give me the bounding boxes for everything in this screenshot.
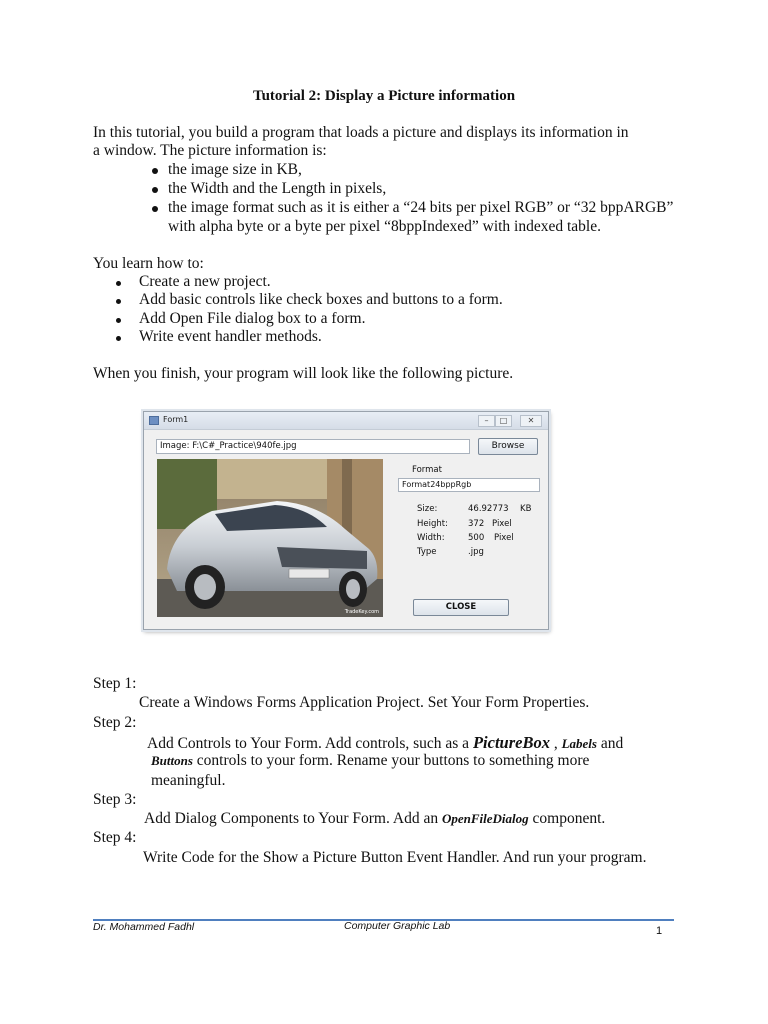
bullet-icon xyxy=(116,336,121,341)
window-icon xyxy=(149,416,159,425)
type-label: Type xyxy=(417,547,437,557)
car-image xyxy=(157,459,383,617)
openfiledialog-term: OpenFileDialog xyxy=(441,811,529,826)
list-item xyxy=(116,328,716,347)
list-item-text: the Width and the Length in pixels, xyxy=(168,180,387,197)
bullet-icon xyxy=(116,318,121,323)
height-label: Height: xyxy=(417,519,448,529)
step-2-label: Step 2: xyxy=(93,714,137,731)
step-3-label: Step 3: xyxy=(93,791,137,808)
form-screenshot xyxy=(143,411,549,630)
width-unit: Pixel xyxy=(494,533,514,543)
title-bar xyxy=(144,412,548,430)
width-label: Width: xyxy=(417,533,445,543)
list-item-text: the image format such as it is either a “24 bits per pixel RGB” or “32 bppARGB” xyxy=(168,199,674,216)
step-3-text xyxy=(144,810,605,828)
width-value: 500 xyxy=(468,533,485,543)
height-unit: Pixel xyxy=(492,519,512,529)
bullet-icon xyxy=(152,187,158,193)
list-item xyxy=(152,199,762,218)
step-4-label: Step 4: xyxy=(93,829,137,846)
image-label: Image: xyxy=(160,441,190,451)
step-2-and: and xyxy=(596,735,624,752)
intro-line-1: In this tutorial, you build a program that loads a picture and displays its information in xyxy=(93,124,629,141)
page-number: 1 xyxy=(656,925,663,937)
minimize-icon[interactable]: – xyxy=(478,415,495,427)
list-item-continuation: with alpha byte or a byte per pixel “8bppIndexed” with indexed table. xyxy=(168,218,601,235)
labels-term: Labels xyxy=(561,736,597,751)
finish-text: When you finish, your program will look like the following picture. xyxy=(93,365,514,382)
step-1-text: Create a Windows Forms Application Project. Set Your Form Properties. xyxy=(139,694,590,711)
format-field[interactable]: Format24bppRgb xyxy=(398,478,540,492)
close-icon[interactable]: ✕ xyxy=(520,415,542,427)
size-value: 46.92773 xyxy=(468,504,509,514)
step-4-text: Write Code for the Show a Picture Button Event Handler. And run your program. xyxy=(143,849,647,866)
watermark: TradeKey.com xyxy=(344,609,379,615)
footer-course: Computer Graphic Lab xyxy=(344,920,451,932)
list-item-text: Write event handler methods. xyxy=(139,328,322,345)
window-title: Form1 xyxy=(163,415,189,424)
size-label: Size: xyxy=(417,504,438,514)
height-value: 372 xyxy=(468,519,485,529)
list-item xyxy=(116,291,716,310)
list-item-text: Add Open File dialog box to a form. xyxy=(139,310,366,327)
list-item xyxy=(116,310,716,329)
type-value: .jpg xyxy=(468,547,484,557)
maximize-icon[interactable]: □ xyxy=(495,415,512,427)
list-item xyxy=(116,273,716,292)
step-2-text-line3: meaningful. xyxy=(151,772,226,789)
list-item xyxy=(152,180,752,199)
list-item xyxy=(152,161,752,180)
close-button[interactable]: CLOSE xyxy=(413,599,509,616)
picture-box xyxy=(157,459,383,617)
step-3-text-end: component. xyxy=(528,810,606,827)
step-2-text-line2 xyxy=(151,752,589,770)
buttons-term: Buttons xyxy=(151,753,193,768)
browse-button[interactable]: Browse xyxy=(478,438,538,455)
intro-line-2: a window. The picture information is: xyxy=(93,142,327,159)
bullet-icon xyxy=(152,168,158,174)
list-item-text: the image size in KB, xyxy=(168,161,302,178)
format-label: Format xyxy=(412,465,442,475)
list-item-text: Add basic controls like check boxes and buttons to a form. xyxy=(139,291,503,308)
list-item-text: Create a new project. xyxy=(139,273,271,290)
bullet-icon xyxy=(116,299,121,304)
image-path-field[interactable] xyxy=(156,439,470,454)
step-2-line2-text: controls to your form. Rename your buttons to something more xyxy=(192,752,590,769)
picturebox-term: PictureBox xyxy=(472,733,550,752)
bullet-icon xyxy=(152,206,158,212)
step-2-sep: , xyxy=(549,735,562,752)
image-path-value: F:\C#_Practice\940fe.jpg xyxy=(192,441,297,451)
step-3-text-part: Add Dialog Components to Your Form. Add an xyxy=(144,810,442,827)
step-1-label: Step 1: xyxy=(93,675,137,692)
page-title: Tutorial 2: Display a Picture information xyxy=(252,88,516,104)
size-unit: KB xyxy=(520,504,532,514)
step-2-text-part: Add Controls to Your Form. Add controls, such as a xyxy=(147,735,473,752)
bullet-icon xyxy=(116,281,121,286)
learn-heading: You learn how to: xyxy=(93,255,204,272)
footer-author: Dr. Mohammed Fadhl xyxy=(93,921,195,933)
step-2-text xyxy=(147,733,623,753)
